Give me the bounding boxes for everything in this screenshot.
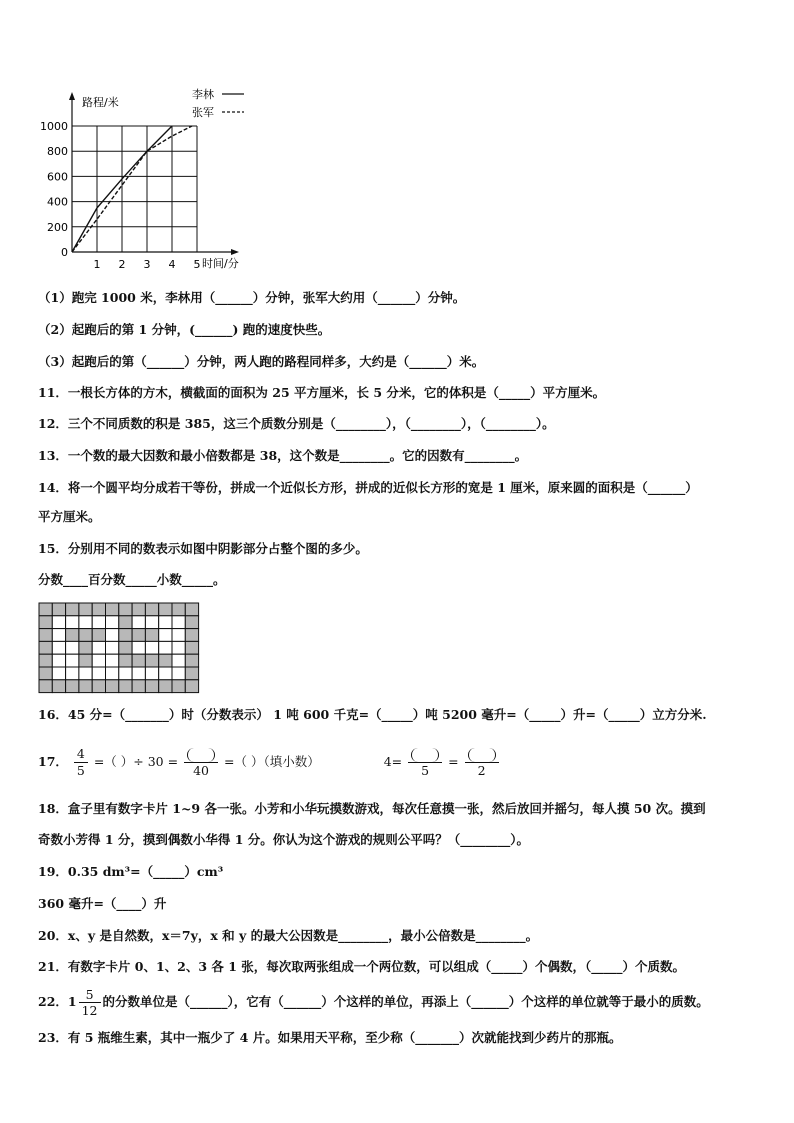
q17-part2-prefix: 4= [383,754,403,769]
y-tick-label: 200 [47,220,68,234]
q17-frac3-numerator-blank [408,746,442,763]
empty-cell [92,641,105,654]
empty-cell [106,616,119,629]
shaded-cell [79,654,92,667]
question-18-line2: 奇数小芳得 1 分，摸到偶数小华得 1 分。你认为这个游戏的规则公平吗？（________）。 [38,832,530,847]
shaded-cell [119,616,132,629]
empty-cell [79,667,92,680]
empty-cell [106,667,119,680]
y-tick-label: 800 [47,145,68,159]
question-14-line1: 14．将一个圆平均分成若干等份，拼成一个近似长方形，拼成的近似长方形的宽是 1 厘米，原来圆的面积是（______） [38,480,698,495]
empty-cell [145,667,158,680]
shaded-cell [79,603,92,616]
shaded-cell [159,680,172,693]
shaded-cell [119,629,132,642]
shaded-cell [185,603,198,616]
q17-equals: = [448,754,459,769]
question-13: 13．一个数的最大因数和最小倍数都是 38，这个数是________。它的因数有________。 [38,448,528,463]
shaded-cell [185,641,198,654]
shaded-cell [159,654,172,667]
question-19-line2: 360 毫升=（____）升 [38,896,167,911]
empty-cell [172,641,185,654]
x-tick-label: 3 [143,258,151,271]
y-axis-arrow [69,92,75,100]
question-16: 16．45 分=（_______）时（分数表示） 1 吨 600 千克=（_____）吨 5200 毫升=（_____）升=（_____）立方分米. [38,707,707,722]
q22-whole: 1 [67,994,77,1009]
empty-cell [132,641,145,654]
graph-grid [72,126,197,252]
empty-cell [159,667,172,680]
q10-part2: （2）起跑后的第 1 分钟，(______) 跑的速度快些。 [38,322,331,337]
q17-fraction-2 [184,746,218,779]
distance-time-graph [30,82,260,282]
shaded-cell [145,654,158,667]
shaded-cell [185,667,198,680]
series-zhangjun-line [72,126,192,252]
empty-cell [66,616,79,629]
legend-lilin-label: 李林 [192,88,214,101]
shaded-cell [106,680,119,693]
q22-fraction [79,987,101,1018]
empty-cell [52,629,65,642]
empty-cell [106,629,119,642]
q17-fraction-4 [465,746,499,779]
q17-frac2-numerator-blank [184,746,218,763]
shaded-cell [79,629,92,642]
q22-prefix: 22． [38,994,68,1009]
question-22 [38,984,709,1020]
q17-equation-a: =（ ）÷ 30 = [93,754,179,769]
empty-cell [52,616,65,629]
graph-series [72,126,192,252]
y-tick-label: 600 [47,170,68,184]
empty-cell [145,616,158,629]
q17-frac4-denominator: 2 [477,763,486,778]
shaded-cell [159,603,172,616]
empty-cell [172,667,185,680]
x-tick-label: 2 [118,258,126,271]
empty-cell [66,667,79,680]
shaded-cell [39,654,52,667]
q22-rest: 的分数单位是（______），它有（______）个这样的单位，再添上（______）个这样的单位就等于最小的质数。 [102,994,709,1009]
legend-zhangjun-label: 张军 [192,106,214,119]
q17-fraction-3 [408,746,442,779]
x-tick-label: 1 [93,258,101,271]
question-14-line2: 平方厘米。 [38,509,101,524]
question-18-line1: 18．盒子里有数字卡片 1~9 各一张。小芳和小华玩摸数游戏，每次任意摸一张，然后放回并摇匀，每人摸 50 次。摸到 [38,801,706,816]
shaded-cell [39,641,52,654]
q17-frac4-numerator-blank [465,746,499,763]
shaded-cell [39,629,52,642]
question-15: 15．分别用不同的数表示如图中阴影部分占整个图的多少。 [38,541,368,556]
shaded-cell [132,629,145,642]
shaded-cell [92,680,105,693]
grid-cells [39,603,199,693]
empty-cell [159,629,172,642]
shaded-cell [172,603,185,616]
shaded-cell [52,680,65,693]
shaded-cell [185,654,198,667]
question-17 [38,742,501,782]
empty-cell [92,616,105,629]
shaded-cell [66,629,79,642]
x-tick-label: 4 [168,258,176,271]
y-tick-label: 400 [47,195,68,209]
q17-frac1-denominator: 5 [76,763,85,778]
shaded-cell [132,603,145,616]
q10-part3: （3）起跑后的第（______）分钟，两人跑的路程同样多，大约是（______）米。 [38,354,485,369]
shaded-cell [106,603,119,616]
question-21: 21．有数字卡片 0、1、2、3 各 1 张，每次取两张组成一个两位数，可以组成（_____）个偶数，（_____）个质数。 [38,959,686,974]
shaded-cell [119,641,132,654]
shaded-cell [132,654,145,667]
empty-cell [52,667,65,680]
q17-fraction-1 [74,746,88,779]
question-15-answers: 分数____百分数_____小数_____。 [38,572,226,587]
q17-prefix: 17． [38,754,68,769]
shaded-cell [39,616,52,629]
x-axis-arrow [231,249,239,255]
shaded-cell [145,629,158,642]
empty-cell [132,616,145,629]
x-axis-label: 时间/分 [202,257,239,270]
shaded-cell [92,603,105,616]
question-23: 23．有 5 瓶维生素，其中一瓶少了 4 片。如果用天平称，至少称（_______）次就能找到少药片的那瓶。 [38,1030,622,1045]
shaded-cell [39,680,52,693]
shaded-cell [185,680,198,693]
empty-cell [145,641,158,654]
shaded-cell [145,603,158,616]
y-tick-label: 1000 [40,120,68,133]
shaded-cell [39,667,52,680]
shaded-cell [119,654,132,667]
shaded-cell [119,603,132,616]
shaded-cell [79,641,92,654]
question-12: 12．三个不同质数的积是 385，这三个质数分别是（________），（________），（________）。 [38,416,555,431]
shaded-cell [39,603,52,616]
empty-cell [79,616,92,629]
empty-cell [106,641,119,654]
shaded-cell [119,680,132,693]
shaded-cell [185,629,198,642]
y-tick-label: 0 [61,246,68,259]
shaded-cell [52,603,65,616]
empty-cell [92,667,105,680]
question-19-line1: 19．0.35 dm³=（_____）cm³ [38,864,224,879]
q17-frac1-numerator: 4 [74,746,88,763]
empty-cell [172,616,185,629]
x-tick-label: 5 [193,258,201,271]
question-20: 20．x、y 是自然数，x＝7y，x 和 y 的最大公因数是________，最小公倍数是________。 [38,928,539,943]
q22-numerator: 5 [79,987,101,1003]
empty-cell [52,641,65,654]
y-axis-label: 路程/米 [82,96,119,109]
empty-cell [159,616,172,629]
empty-cell [66,641,79,654]
shaded-cell [132,680,145,693]
empty-cell [52,654,65,667]
empty-cell [172,629,185,642]
shaded-cell [172,680,185,693]
empty-cell [106,654,119,667]
empty-cell [66,654,79,667]
shaded-cell [145,680,158,693]
question-11: 11．一根长方体的方木，横截面的面积为 25 平方厘米，长 5 分米，它的体积是（_____）平方厘米。 [38,385,606,400]
empty-cell [159,641,172,654]
empty-cell [132,667,145,680]
shaded-cell [92,629,105,642]
shaded-grid-figure [38,602,200,694]
q17-frac3-denominator: 5 [421,763,430,778]
shaded-cell [185,616,198,629]
shaded-cell [66,680,79,693]
shaded-cell [66,603,79,616]
empty-cell [172,654,185,667]
empty-cell [119,667,132,680]
q17-equation-b: =（ ）（填小数） [224,754,320,769]
graph-labels [40,120,201,271]
q17-frac2-denominator: 40 [193,763,210,778]
shaded-cell [79,680,92,693]
empty-cell [92,654,105,667]
q10-part1: （1）跑完 1000 米，李林用（______）分钟，张军大约用（______）分钟。 [38,290,466,305]
q22-denominator: 12 [81,1003,98,1018]
